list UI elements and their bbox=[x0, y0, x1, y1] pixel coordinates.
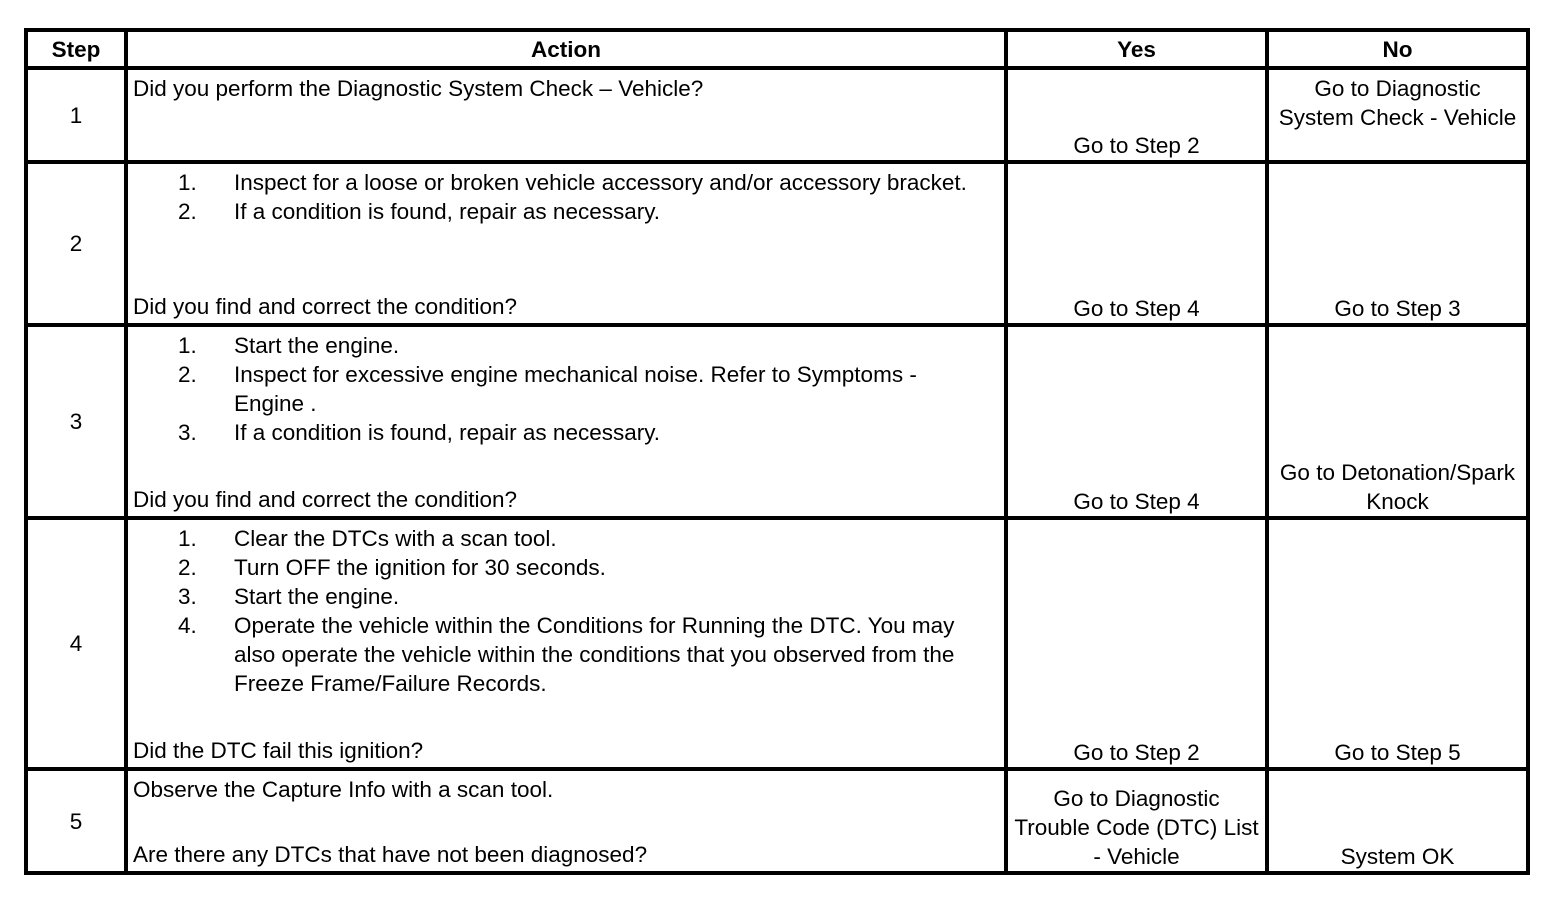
no-link[interactable]: Go to Detonation/Spark Knock bbox=[1279, 460, 1516, 514]
no-cell bbox=[1267, 769, 1528, 873]
action-lead: Did you perform the Diagnostic System Check – Vehicle? bbox=[133, 76, 704, 101]
header-action: Action bbox=[126, 30, 1006, 68]
diagnostic-table bbox=[24, 28, 1530, 875]
step-number: 3 bbox=[26, 325, 126, 518]
step-number: 2 bbox=[26, 162, 126, 325]
action-cell bbox=[126, 68, 1006, 162]
header-yes: Yes bbox=[1006, 30, 1267, 68]
step-number: 5 bbox=[26, 769, 126, 873]
action-question: Did you find and correct the condition? bbox=[133, 294, 517, 319]
list-item: 1. Clear the DTCs with a scan tool. bbox=[178, 526, 557, 551]
list-item: 2. Turn OFF the ignition for 30 seconds. bbox=[178, 555, 606, 580]
yes-link[interactable]: Go to Step 4 bbox=[1073, 296, 1200, 321]
table-row bbox=[26, 518, 1528, 769]
action-cell bbox=[126, 325, 1006, 518]
action-question: Are there any DTCs that have not been diagnosed? bbox=[133, 842, 648, 867]
action-cell bbox=[126, 769, 1006, 873]
table-row bbox=[26, 162, 1528, 325]
no-link[interactable]: System OK bbox=[1340, 844, 1455, 869]
yes-cell bbox=[1006, 162, 1267, 325]
list-item: 1. Start the engine. bbox=[178, 333, 400, 358]
yes-cell bbox=[1006, 325, 1267, 518]
table-row bbox=[26, 769, 1528, 873]
yes-link[interactable]: Go to Step 4 bbox=[1073, 489, 1200, 514]
list-item: 1. Inspect for a loose or broken vehicle accessory and/or accessory bracket. bbox=[178, 170, 967, 195]
no-cell bbox=[1267, 162, 1528, 325]
table-row bbox=[26, 325, 1528, 518]
yes-cell bbox=[1006, 769, 1267, 873]
list-item: 4. Operate the vehicle within the Conditions for Running the DTC. You may also operate the vehicle within the conditions that you observed from the Freeze Frame/Failure Records. bbox=[178, 613, 955, 696]
no-cell bbox=[1267, 68, 1528, 162]
step-number: 1 bbox=[26, 68, 126, 162]
no-cell bbox=[1267, 518, 1528, 769]
action-cell bbox=[126, 162, 1006, 325]
action-question: Did you find and correct the condition? bbox=[133, 487, 517, 512]
yes-link[interactable]: Go to Step 2 bbox=[1073, 133, 1200, 158]
no-link[interactable]: Go to Step 3 bbox=[1334, 296, 1461, 321]
yes-link[interactable]: Go to Step 2 bbox=[1073, 740, 1200, 765]
table-row bbox=[26, 68, 1528, 162]
action-steps-list bbox=[133, 331, 1000, 447]
action-steps-list bbox=[133, 168, 1000, 226]
header-row bbox=[26, 30, 1528, 68]
header-step: Step bbox=[26, 30, 126, 68]
list-item: 3. Start the engine. bbox=[178, 584, 400, 609]
header-no: No bbox=[1267, 30, 1528, 68]
no-cell bbox=[1267, 325, 1528, 518]
no-link[interactable]: Go to Step 5 bbox=[1334, 740, 1461, 765]
yes-link[interactable]: Go to Diagnostic Trouble Code (DTC) List - Vehicle bbox=[1014, 786, 1259, 869]
list-item: 2. Inspect for excessive engine mechanical noise. Refer to Symptoms - Engine . bbox=[178, 362, 917, 416]
action-steps-list bbox=[133, 524, 1000, 698]
list-item: 3. If a condition is found, repair as necessary. bbox=[178, 420, 661, 445]
step-number: 4 bbox=[26, 518, 126, 769]
yes-cell bbox=[1006, 518, 1267, 769]
no-link[interactable]: Go to Diagnostic System Check - Vehicle bbox=[1278, 76, 1517, 130]
yes-cell bbox=[1006, 68, 1267, 162]
action-lead: Observe the Capture Info with a scan tool. bbox=[133, 777, 554, 802]
list-item: 2. If a condition is found, repair as necessary. bbox=[178, 199, 661, 224]
action-question: Did the DTC fail this ignition? bbox=[133, 738, 424, 763]
action-cell bbox=[126, 518, 1006, 769]
